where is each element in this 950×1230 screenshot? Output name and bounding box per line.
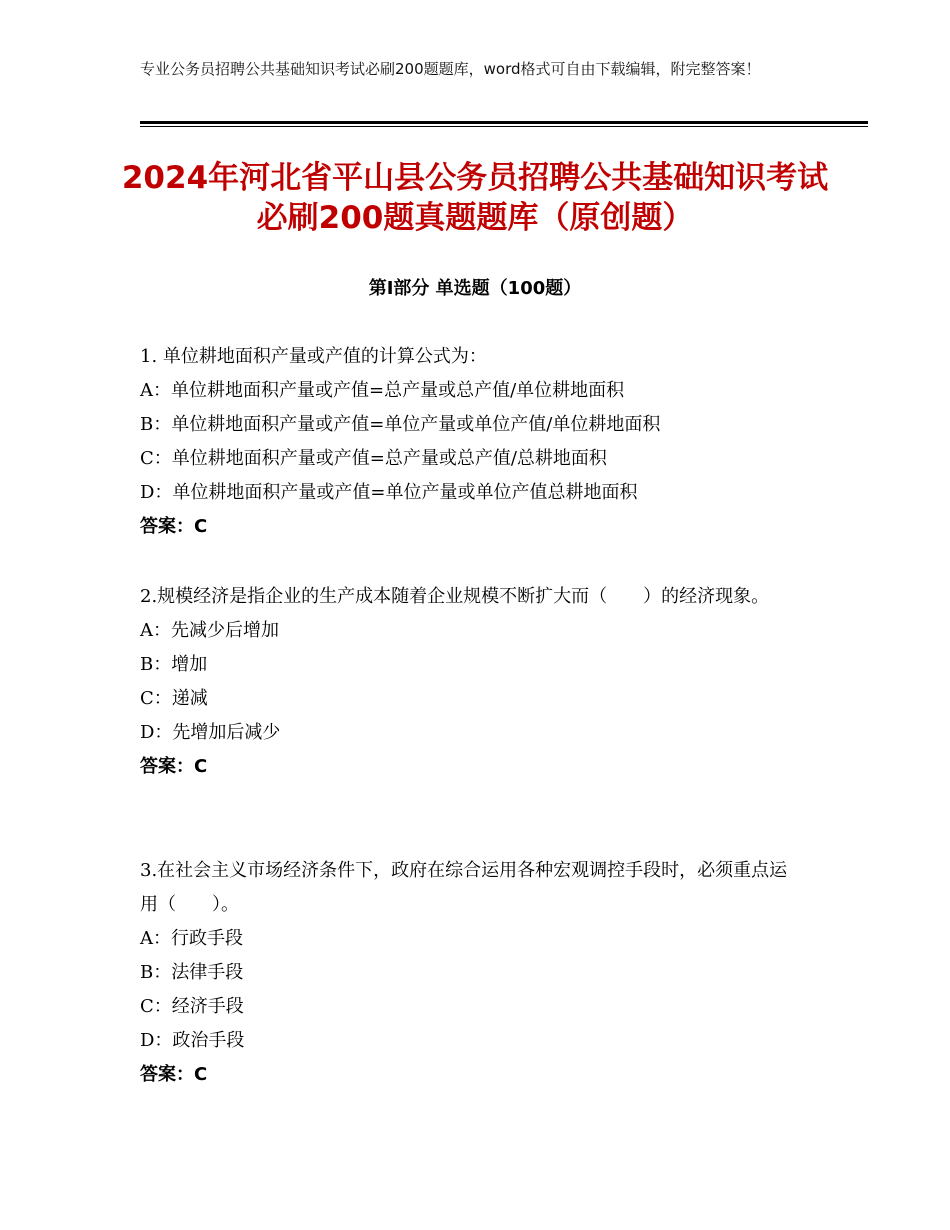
option-c: C：单位耕地面积产量或产值=总产量或总产值/总耕地面积 xyxy=(140,448,607,469)
question-stem: 1. 单位耕地面积产量或产值的计算公式为： xyxy=(140,346,487,367)
question-1 xyxy=(140,340,810,544)
question-3 xyxy=(140,854,810,1092)
answer: 答案：C xyxy=(140,756,208,777)
option-b: B：法律手段 xyxy=(140,962,244,983)
section-title: 第Ⅰ部分 单选题（100题） xyxy=(368,278,582,299)
document-title: 2024年河北省平山县公务员招聘公共基础知识考试必刷200题真题题库（原创题） xyxy=(121,160,829,236)
question-stem: 2.规模经济是指企业的生产成本随着企业规模不断扩大而（ ）的经济现象。 xyxy=(140,586,770,607)
option-b: B：增加 xyxy=(140,654,208,675)
option-a: A：单位耕地面积产量或产值=总产量或总产值/单位耕地面积 xyxy=(140,380,625,401)
answer: 答案：C xyxy=(140,516,208,537)
option-c: C：经济手段 xyxy=(140,996,244,1017)
option-d: D：先增加后减少 xyxy=(140,722,281,743)
question-2 xyxy=(140,580,810,784)
option-b: B：单位耕地面积产量或产值=单位产量或单位产值/单位耕地面积 xyxy=(140,414,661,435)
option-c: C：递减 xyxy=(140,688,208,709)
question-stem: 3.在社会主义市场经济条件下，政府在综合运用各种宏观调控手段时，必须重点运用（ ）。 xyxy=(140,860,788,915)
answer: 答案：C xyxy=(140,1064,208,1085)
option-a: A：先减少后增加 xyxy=(140,620,279,641)
header-rule xyxy=(140,121,868,124)
page-header-note: 专业公务员招聘公共基础知识考试必刷200题题库，word格式可自由下载编辑，附完整答案！ xyxy=(140,60,761,78)
option-d: D：单位耕地面积产量或产值=单位产量或单位产值总耕地面积 xyxy=(140,482,638,503)
header-rule-thin xyxy=(140,126,868,127)
option-d: D：政治手段 xyxy=(140,1030,245,1051)
option-a: A：行政手段 xyxy=(140,928,243,949)
